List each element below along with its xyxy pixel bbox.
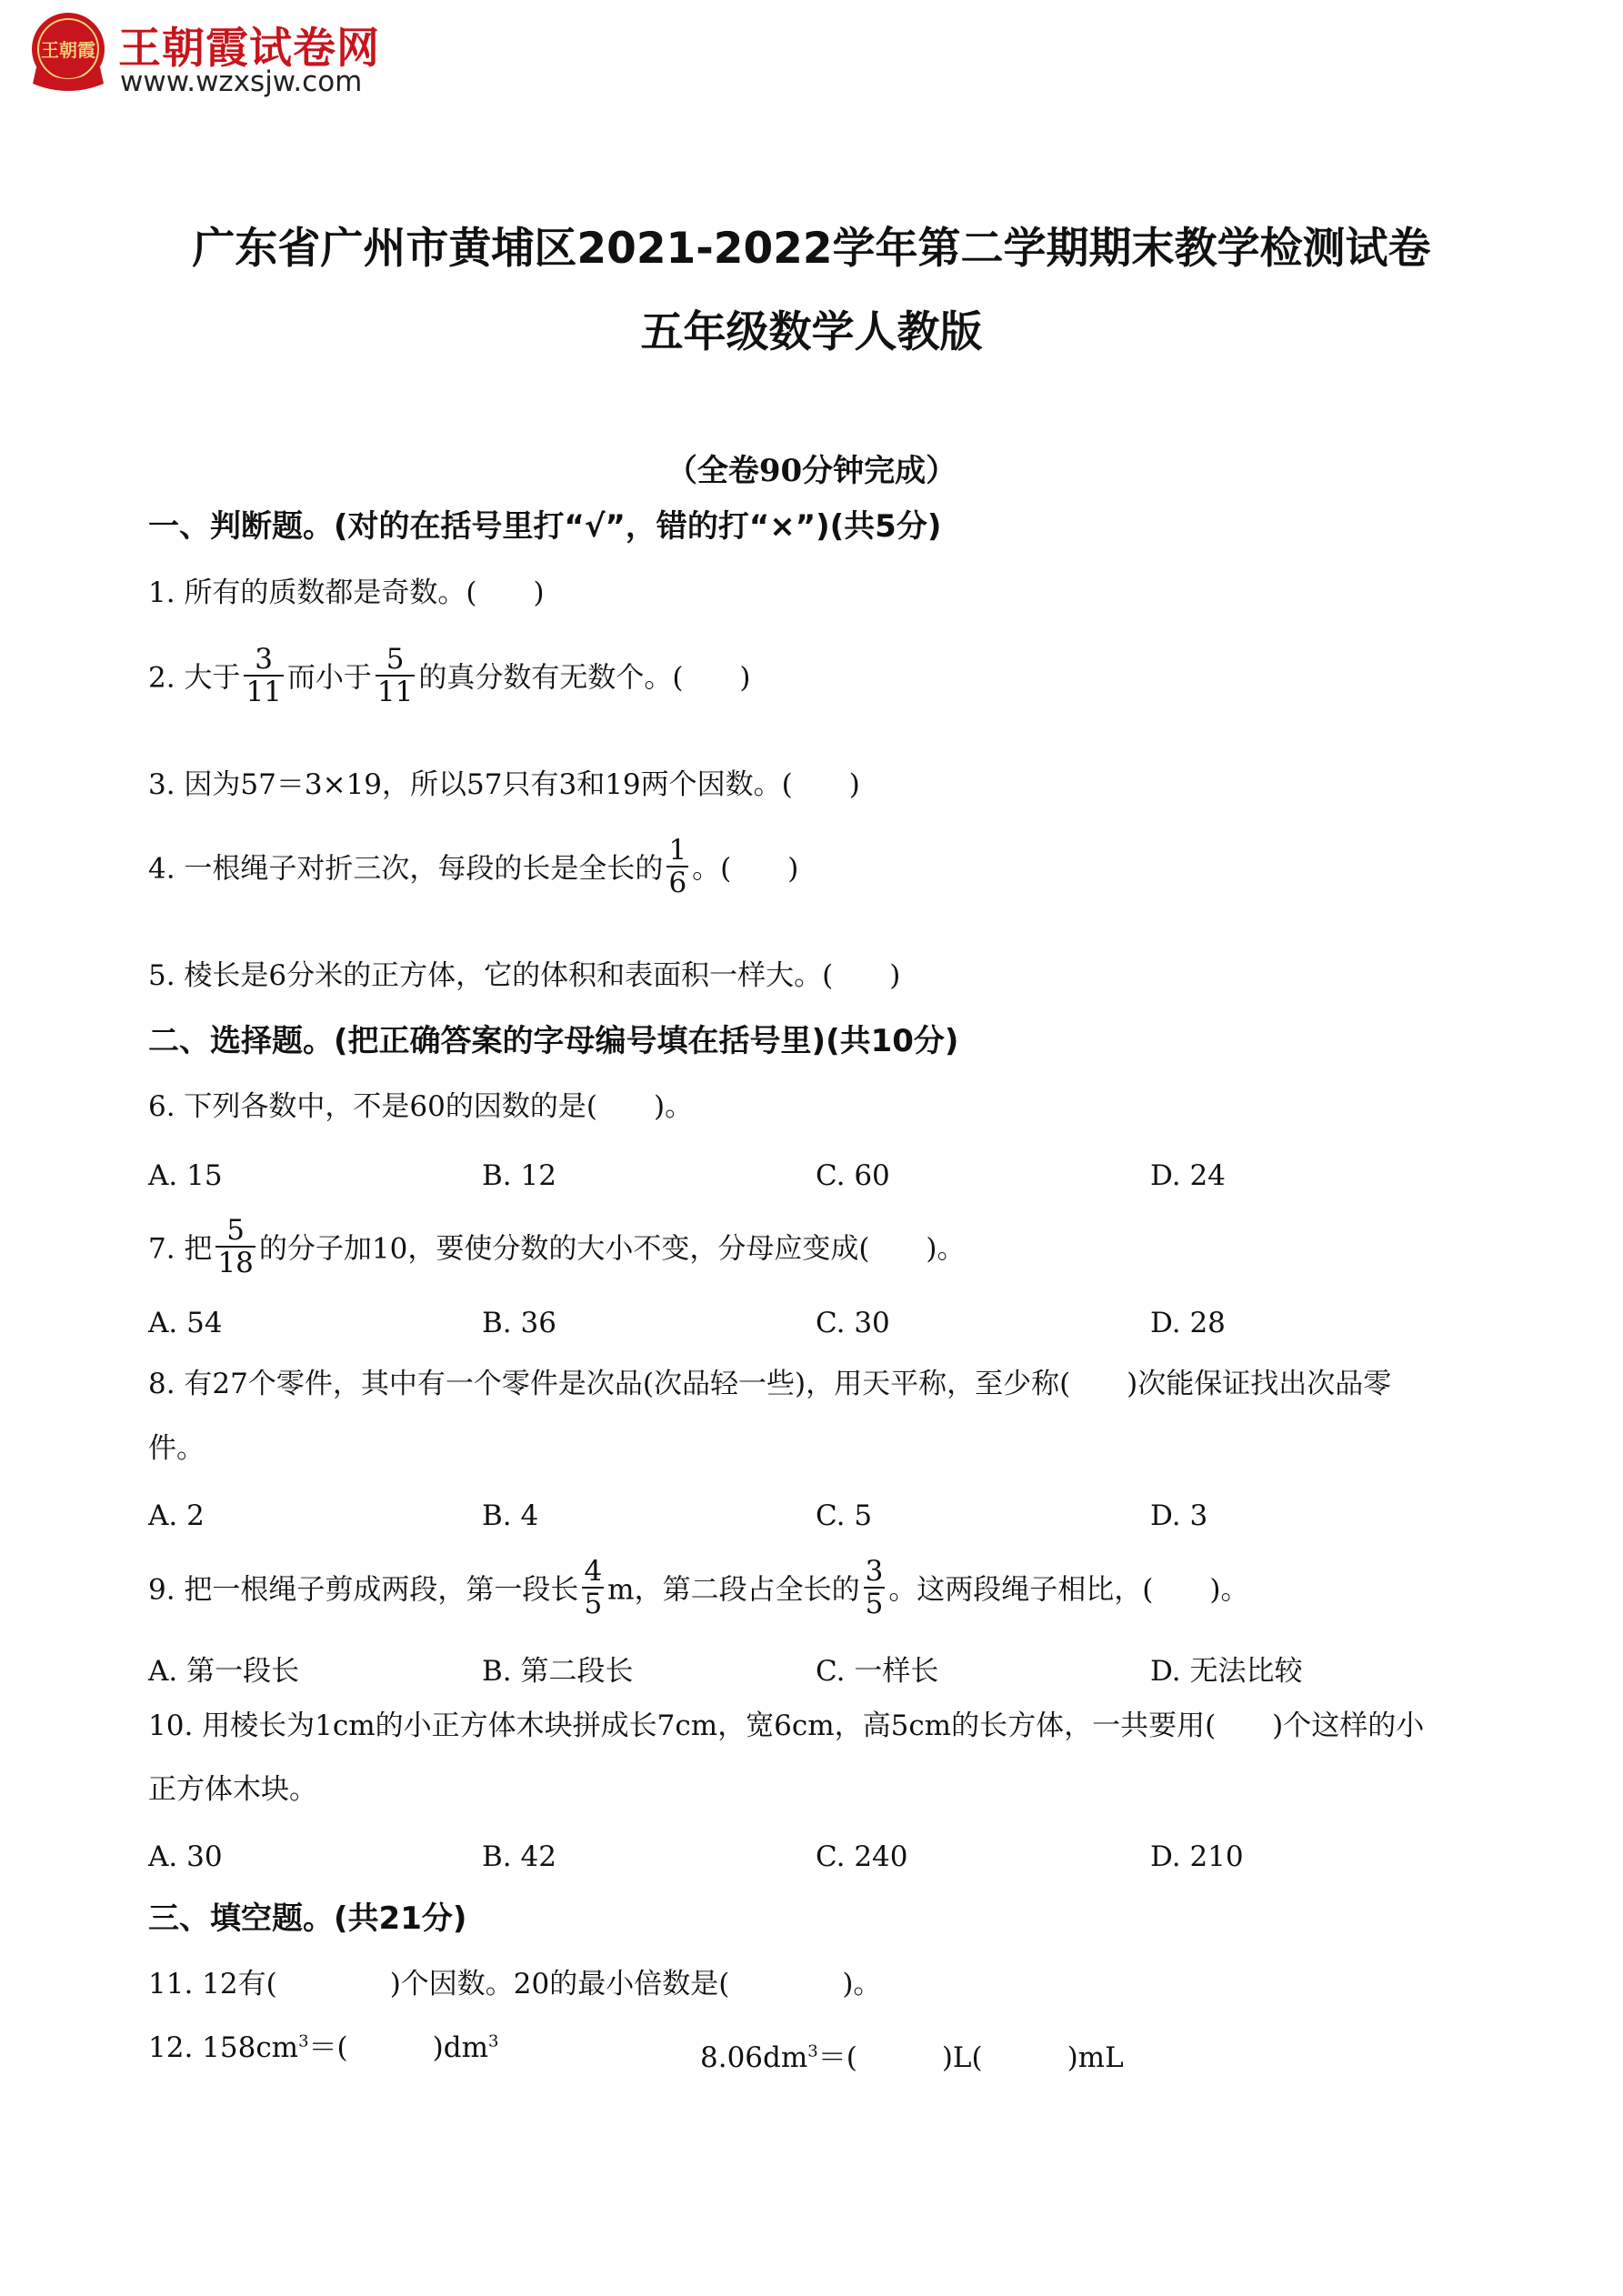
cube-superscript: 3 [807, 2041, 818, 2061]
fraction-numerator: 3 [255, 643, 274, 676]
question-1: 1. 所有的质数都是奇数。( ) [148, 577, 545, 609]
fraction-3-5 [864, 1556, 886, 1619]
cube-superscript: 3 [487, 2031, 499, 2051]
q8-option-d: D. 3 [1150, 1499, 1208, 1532]
question-10-continued: 正方体木块。 [148, 1773, 317, 1806]
q2-middle: 而小于 [286, 661, 372, 695]
q8-option-a: A. 2 [148, 1499, 205, 1532]
fraction-5-18 [215, 1215, 255, 1278]
question-2 [148, 643, 751, 711]
fraction-denominator: 11 [245, 676, 282, 709]
fraction-denominator: 11 [376, 676, 414, 709]
q6-option-a: A. 15 [148, 1159, 223, 1192]
q9-middle: m，第二段占全长的 [607, 1573, 860, 1607]
question-11: 11. 12有( )个因数。20的最小倍数是( )。 [148, 1968, 882, 2000]
section-heading-choice: 二、选择题。(把正确答案的字母编号填在括号里)(共10分) [148, 1023, 959, 1059]
question-5: 5. 棱长是6分米的正方体，它的体积和表面积一样大。( ) [148, 959, 901, 992]
fraction-numerator: 5 [386, 643, 405, 676]
q9-option-c: C. 一样长 [816, 1655, 939, 1688]
question-6: 6. 下列各数中，不是60的因数的是( )。 [148, 1090, 694, 1123]
q8-option-c: C. 5 [816, 1499, 873, 1532]
fraction-denominator: 5 [584, 1588, 603, 1621]
question-3: 3. 因为57＝3×19，所以57只有3和19两个因数。( ) [148, 768, 860, 801]
q7-suffix: 的分子加10，要使分数的大小不变，分母应变成( )。 [258, 1232, 966, 1266]
q10-option-c: C. 240 [816, 1840, 908, 1873]
fraction-numerator: 1 [668, 834, 687, 867]
q6-option-b: B. 12 [482, 1159, 556, 1192]
fraction-denominator: 18 [217, 1247, 254, 1280]
brand-name: 王朝霞试卷网 [118, 24, 380, 74]
q9-option-d: D. 无法比较 [1150, 1655, 1303, 1688]
question-9 [148, 1555, 1249, 1623]
q12-part4: ＝( )L( )mL [817, 2041, 1124, 2074]
fraction-numerator: 4 [584, 1555, 603, 1588]
exam-subtitle-grade: 五年级数学人教版 [640, 307, 983, 357]
q10-option-d: D. 210 [1150, 1840, 1244, 1873]
q7-option-c: C. 30 [816, 1307, 890, 1339]
question-8-continued: 件。 [148, 1432, 205, 1465]
fraction-3-11 [244, 644, 283, 707]
q10-option-a: A. 30 [148, 1840, 223, 1873]
site-logo [27, 11, 391, 102]
q2-prefix: 2. 大于 [148, 661, 241, 695]
question-12 [148, 2031, 499, 2064]
question-12-second [700, 2034, 1124, 2075]
section-heading-fill-in: 三、填空题。(共21分) [148, 1900, 467, 1937]
q9-option-b: B. 第二段长 [482, 1655, 634, 1688]
exam-title: 广东省广州市黄埔区2021-2022学年第二学期期末教学检测试卷 [192, 224, 1431, 274]
q7-prefix: 7. 把 [148, 1232, 213, 1266]
fraction-4-5 [582, 1556, 604, 1619]
q4-suffix: 。( ) [692, 852, 799, 886]
seal-icon [27, 11, 109, 95]
q2-suffix: 的真分数有无数个。( ) [418, 661, 751, 695]
q7-option-a: A. 54 [148, 1307, 223, 1339]
fraction-numerator: 5 [226, 1214, 245, 1247]
question-4 [148, 834, 799, 902]
q6-option-d: D. 24 [1150, 1159, 1226, 1192]
svg-text:王朝霞: 王朝霞 [41, 39, 95, 61]
q12-part1: 12. 158cm [148, 2031, 299, 2064]
q7-option-b: B. 36 [482, 1307, 556, 1339]
q6-option-c: C. 60 [816, 1159, 890, 1192]
q7-option-d: D. 28 [1150, 1307, 1226, 1339]
question-7 [148, 1214, 966, 1282]
brand-url[interactable]: www.wzxsjw.com [120, 65, 363, 98]
q10-option-b: B. 42 [482, 1840, 556, 1873]
fraction-denominator: 6 [668, 867, 687, 900]
q4-prefix: 4. 一根绳子对折三次，每段的长是全长的 [148, 852, 664, 886]
fraction-1-6 [666, 835, 688, 898]
exam-duration: （全卷90分钟完成） [666, 453, 957, 489]
section-heading-judgment: 一、判断题。(对的在括号里打“√”，错的打“×”)(共5分) [148, 508, 942, 545]
q12-part3: 8.06dm [700, 2041, 808, 2074]
fraction-5-11 [376, 644, 415, 707]
q8-option-b: B. 4 [482, 1499, 539, 1532]
fraction-denominator: 5 [865, 1588, 884, 1621]
q12-part2: ＝( )dm [308, 2031, 488, 2064]
q9-prefix: 9. 把一根绳子剪成两段，第一段长 [148, 1573, 579, 1607]
fraction-numerator: 3 [865, 1555, 884, 1588]
cube-superscript: 3 [298, 2031, 309, 2051]
q9-option-a: A. 第一段长 [148, 1655, 300, 1688]
q9-suffix: 。这两段绳子相比，( )。 [888, 1573, 1249, 1607]
question-10: 10. 用棱长为1cm的小正方体木块拼成长7cm，宽6cm，高5cm的长方体，一共要用( )个这样的小 [148, 1709, 1425, 1742]
question-8: 8. 有27个零件，其中有一个零件是次品(次品轻一些)，用天平称，至少称( )次能保证找出次品零 [148, 1368, 1392, 1400]
